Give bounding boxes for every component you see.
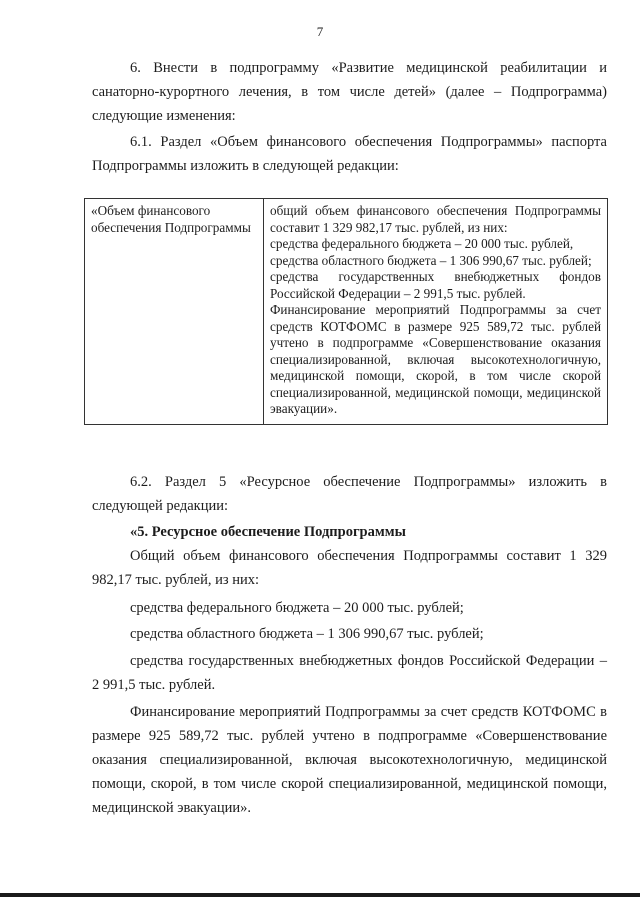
regional-paragraph: средства областного бюджета – 1 306 990,67 тыс. рублей; <box>130 626 484 642</box>
item-6-1-paragraph: 6.1. Раздел «Объем финансового обеспечения Подпрограммы» паспорта Подпрограммы изложить в следующей редакции: <box>92 134 607 174</box>
page-number: 7 <box>316 24 324 39</box>
financing-paragraph: Финансирование мероприятий Подпрограммы за счет средств КОТФОМС в размере 925 589,72 тыс. рублей учтено в подпрограмме «Совершенствование оказания специализированной, включая высокотехнологичную, медицинской помощи, скорой, в том числе скорой специализированной, медицинской помощи, медицинской эвакуации». <box>92 704 607 816</box>
funds-paragraph: средства государственных внебюджетных фондов Российской Федерации – 2 991,5 тыс. рублей. <box>92 653 607 693</box>
table-line-funds: средства государственных внебюджетных фондов Российской Федерации – 2 991,5 тыс. рублей. <box>270 269 601 301</box>
total-paragraph: Общий объем финансового обеспечения Подпрограммы составит 1 329 982,17 тыс. рублей, из них: <box>92 548 607 588</box>
item-6-2-paragraph: 6.2. Раздел 5 «Ресурсное обеспечение Подпрограммы» изложить в следующей редакции: <box>92 474 607 514</box>
table-line-federal: средства федерального бюджета – 20 000 тыс. рублей, <box>270 236 574 251</box>
bottom-rule <box>0 893 640 897</box>
table-right-cell <box>264 199 608 425</box>
section-heading: «5. Ресурсное обеспечение Подпрограммы <box>130 524 406 540</box>
table-line-regional: средства областного бюджета – 1 306 990,67 тыс. рублей; <box>270 252 592 268</box>
passport-table <box>84 198 608 425</box>
federal-paragraph: средства федерального бюджета – 20 000 тыс. рублей; <box>130 600 464 616</box>
table-line-total: общий объем финансового обеспечения Подпрограммы составит 1 329 982,17 тыс. рублей, из них: <box>270 203 601 235</box>
intro-paragraph: 6. Внести в подпрограмму «Развитие медицинской реабилитации и санаторно-курортного лечения, в том числе детей» (далее – Подпрограмма) следующие изменения: <box>92 60 607 124</box>
table-row <box>85 199 608 425</box>
table-left-cell: «Объем финансового обеспечения Подпрограммы <box>85 199 264 425</box>
table-line-financing: Финансирование мероприятий Подпрограммы за счет средств КОТФОМС в размере 925 589,72 тыс. рублей учтено в подпрограмме «Совершенствование оказания специализированной, включая высокотехнологичную, медицинской помощи, скорой, в том числе скорой специализированной, медицинской помощи, медицинской эвакуации». <box>270 302 601 416</box>
